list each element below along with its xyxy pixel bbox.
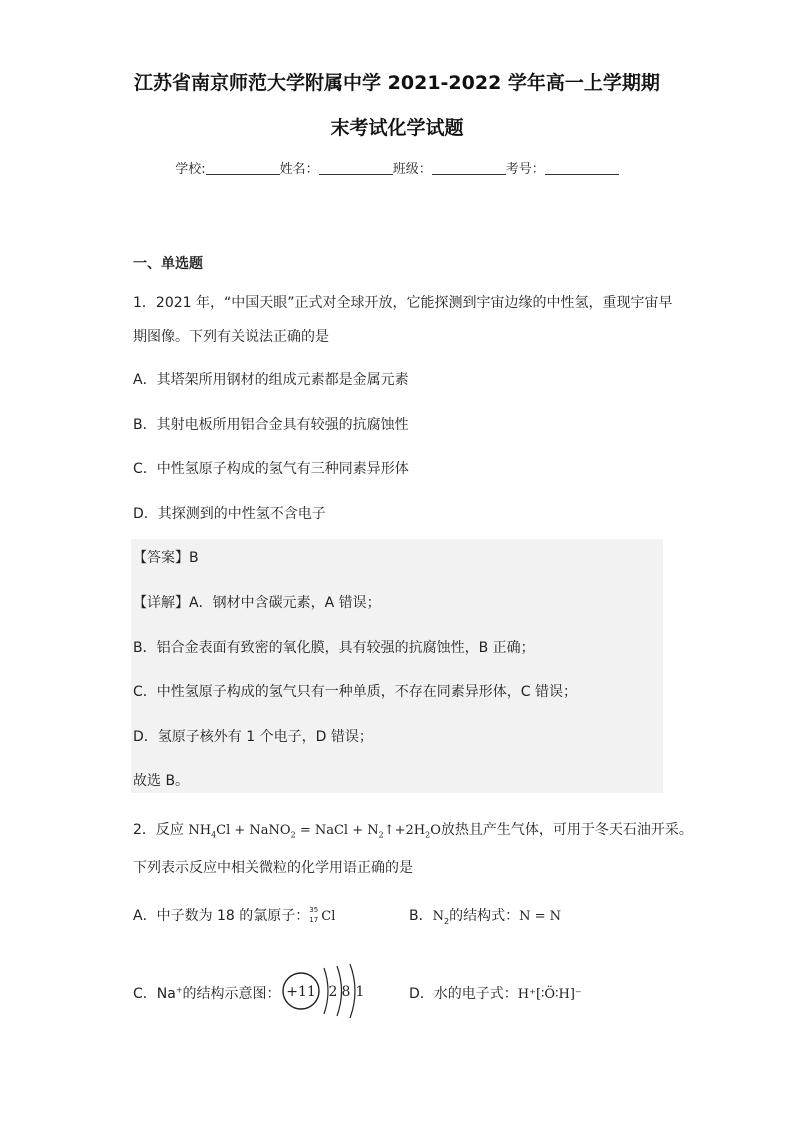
class-label: 班级：: [392, 162, 432, 177]
atomic-number: 17: [309, 916, 319, 924]
eq-nh: NH: [188, 823, 212, 838]
q2-option-b: [409, 905, 561, 926]
q1-conclusion: 故选 B。: [133, 773, 190, 789]
q2-option-b-text: 的结构式：: [449, 908, 520, 924]
n2-sub: 2: [443, 916, 450, 926]
q2-option-c-prefix: C．Na: [133, 986, 176, 1002]
q1-option-b: B．其射电板所用铝合金具有较强的抗腐蚀性: [133, 417, 409, 433]
q2-stem-line1: [133, 819, 693, 840]
id-label: 考号：: [505, 162, 545, 177]
q2-stem-line2: 下列表示反应中相关微粒的化学用语正确的是: [133, 860, 413, 876]
eq-o: O: [430, 823, 441, 838]
nuclide-notation: [309, 906, 321, 924]
q2-equation: [188, 823, 441, 838]
eq-no-sub: 2: [290, 830, 296, 840]
na-charge: +: [175, 985, 183, 995]
id-blank[interactable]: [545, 161, 619, 175]
shell-arc-1: [324, 968, 328, 1014]
student-info-row: [0, 158, 794, 177]
shell-count-1: 2: [328, 984, 338, 1000]
q1-stem-line1: 1．2021 年，“中国天眼”正式对全球开放，它能探测到宇宙边缘的中性氢，重现宇宙早: [133, 295, 673, 311]
class-blank[interactable]: [432, 161, 506, 175]
q2-option-d-text: D．水的电子式：: [409, 986, 518, 1002]
chlorine-symbol: Cl: [321, 909, 336, 924]
n2-formula: N: [432, 909, 444, 924]
na-structure-diagram: [282, 962, 372, 1022]
q2-option-c: [133, 983, 281, 1003]
q2-option-a: [133, 905, 335, 925]
nucleus-charge: +11: [286, 984, 316, 1000]
eq-arrow-h: ↑+2H: [383, 823, 426, 838]
eq-n2-sub: 2: [378, 830, 384, 840]
q2-stem-suffix: 放热且产生气体，可用于冬天石油开采。: [440, 822, 693, 838]
q1-answer: 【答案】B: [133, 550, 199, 566]
eq-nh-sub: 4: [211, 830, 217, 840]
shell-arc-3: [350, 964, 355, 1018]
shell-count-2: 8: [341, 984, 351, 1000]
eq-cl-plus: Cl + NaNO: [216, 823, 291, 838]
name-label: 姓名：: [279, 162, 319, 177]
q2-option-b-prefix: B．: [409, 908, 433, 924]
q1-stem-line2: 期图像。下列有关说法正确的是: [133, 329, 329, 345]
mass-number: 35: [309, 906, 319, 914]
page-title-line2: 末考试化学试题: [330, 117, 464, 139]
shell-count-3: 1: [355, 984, 365, 1000]
water-electron-formula: H⁺[∶Ö∶H]⁻: [517, 987, 582, 1002]
q1-detail-b: B．铝合金表面有致密的氧化膜，具有较强的抗腐蚀性，B 正确；: [133, 640, 535, 656]
q2-stem-prefix: 2．反应: [133, 822, 189, 838]
section-title: 一、单选题: [133, 256, 203, 272]
page-title-line1: 江苏省南京师范大学附属中学 2021-2022 学年高一上学期期: [134, 72, 660, 94]
q1-answer-box: [131, 539, 663, 793]
name-blank[interactable]: [319, 161, 393, 175]
q2-option-a-text: A．中子数为 18 的氯原子：: [133, 908, 310, 924]
eq-h2o-sub: 2: [425, 830, 431, 840]
q1-detail-d: D．氢原子核外有 1 个电子，D 错误；: [133, 729, 373, 745]
school-label: 学校:: [175, 162, 206, 177]
q1-option-d: D．其探测到的中性氢不含电子: [133, 506, 326, 522]
q2-option-c-text: 的结构示意图：: [182, 986, 281, 1002]
q1-detail-a: 【详解】A．钢材中含碳元素，A 错误；: [133, 595, 381, 611]
q1-option-c: C．中性氢原子构成的氢气有三种同素异形体: [133, 461, 409, 477]
q1-option-a: A．其塔架所用钢材的组成元素都是金属元素: [133, 372, 409, 388]
n2-structure: N = N: [519, 909, 561, 924]
q2-option-d: [409, 983, 582, 1003]
school-blank[interactable]: [206, 161, 280, 175]
q1-detail-c: C．中性氢原子构成的氢气只有一种单质，不存在同素异形体，C 错误；: [133, 684, 577, 700]
eq-mid: = NaCl + N: [295, 823, 379, 838]
